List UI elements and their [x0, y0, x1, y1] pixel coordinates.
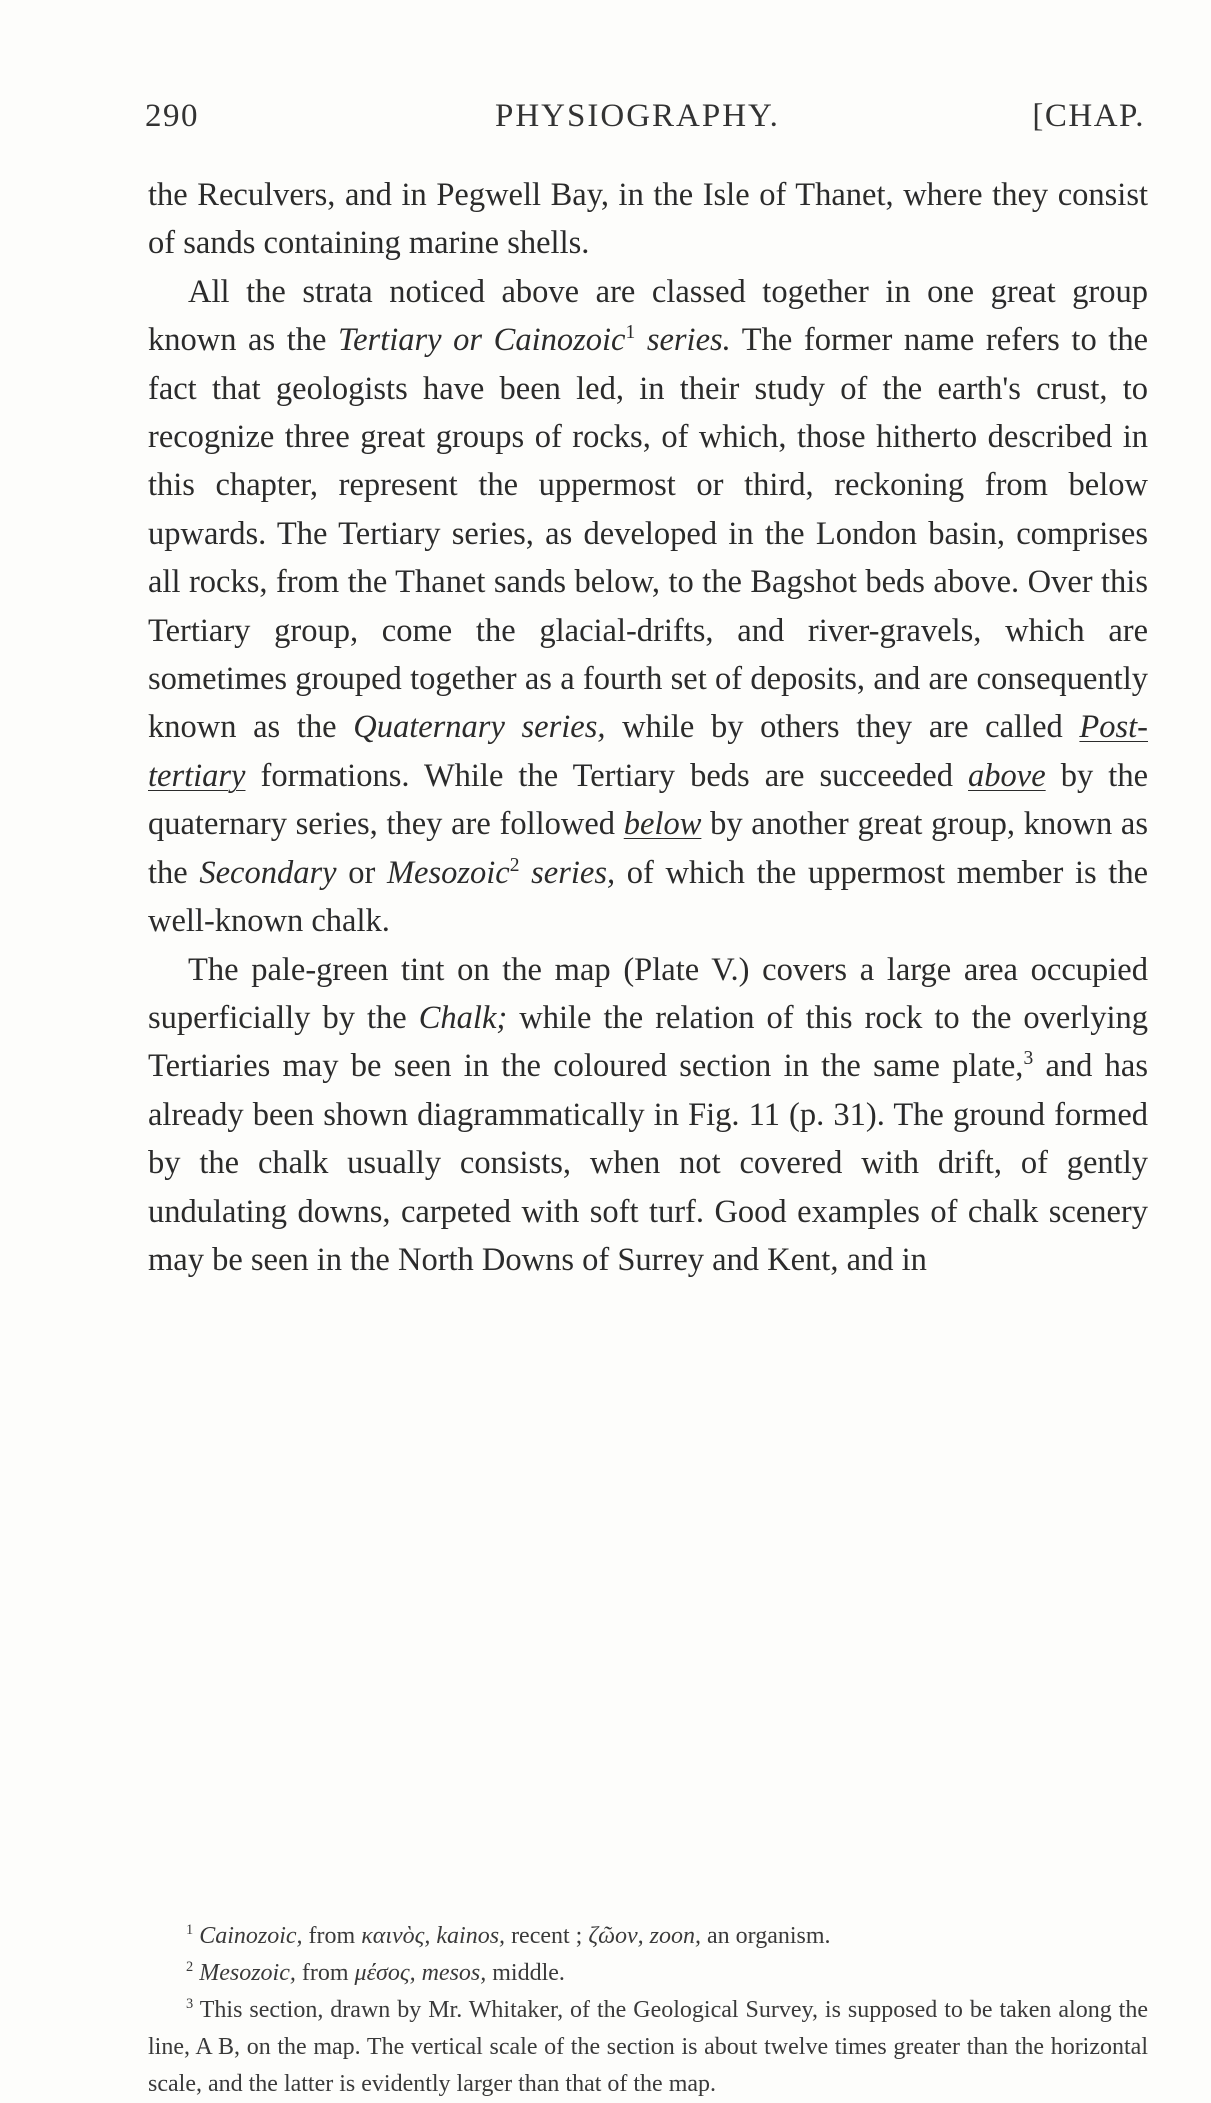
footnote-number: 2: [186, 1959, 194, 1975]
footnote-number: 3: [186, 1996, 194, 2012]
text-run: of which the uppermost member is the well-known chalk.: [148, 854, 1148, 940]
italic-term: Post-tertiary: [148, 709, 1149, 794]
running-title: PHYSIOGRAPHY.: [495, 98, 780, 134]
paragraph-2: [148, 268, 1148, 946]
greek-word: μέσος,: [354, 1960, 416, 1986]
text-run: while the relation of this rock to the overlying Tertiaries may be seen in the coloured section in the same plate,: [148, 999, 1148, 1085]
italic-term: series,: [531, 854, 616, 891]
text-run: or: [336, 854, 387, 891]
italic-term: Tertiary or Cainozoic: [338, 322, 626, 359]
footnote-number: 1: [186, 1922, 194, 1938]
italic-term: zoon,: [649, 1923, 702, 1949]
text-run: middle.: [486, 1960, 565, 1986]
footnote-1: [148, 1918, 1148, 1955]
text-run: The former name refers to the fact that geologists have been led, in their study of the earth's crust, to recognize three great groups of rocks, of which, those hitherto described in this chapter, represent the uppermost or third, reckoning from below upwards. The Tertiary series, as developed in the London basin, comprises all rocks, from the Thanet sands below, to the Bagshot beds above. Over this Tertiary group, come the glacial-drifts, and river-gravels, which are sometimes grouped together as a fourth set of deposits, and are consequently known as the: [148, 322, 1148, 746]
footnote-ref: 3: [1023, 1048, 1034, 1070]
italic-term: series.: [646, 322, 731, 359]
italic-term: Cainozoic,: [199, 1923, 303, 1949]
italic-term: Mesozoic: [386, 854, 510, 891]
italic-term: kainos,: [436, 1923, 506, 1949]
paragraph-1: [148, 171, 1148, 268]
text-run: formations. While the Tertiary beds are succeeded: [245, 757, 969, 794]
text-run: an organism.: [701, 1923, 831, 1949]
italic-term: Quaternary series,: [353, 709, 606, 746]
greek-word: ζῶον,: [588, 1923, 644, 1949]
text-run: recent ;: [505, 1923, 589, 1949]
paragraph-3: [148, 946, 1148, 1285]
footnote-ref: 2: [509, 854, 520, 876]
italic-term: Chalk;: [418, 999, 508, 1036]
text-run: [519, 855, 531, 891]
text-run: while by others they are called: [605, 709, 1080, 746]
footnote-3: [148, 1992, 1148, 2103]
text-run: by another great group, known as the: [148, 806, 1148, 891]
text-run: by the quaternary series, they are followed: [148, 757, 1148, 843]
text-run: from: [302, 1923, 362, 1949]
text-run: from: [295, 1960, 355, 1986]
text-run: The pale-green tint on the map (Plate V.) covers a large area occupied superficially by the: [148, 951, 1148, 1036]
page-header: [145, 98, 1145, 138]
italic-term: below: [623, 806, 702, 843]
footnote-ref: 1: [625, 322, 636, 344]
text-run: the Reculvers, and in Pegwell Bay, in the Isle of Thanet, where they consist of sands containing marine shells.: [148, 177, 1148, 262]
text-run: This section, drawn by Mr. Whitaker, of the Geological Survey, is supposed to be taken along the line, A B, on the map. The vertical scale of the section is about twelve times greater than the horizontal scale, and the latter is evidently larger than that of the map.: [148, 1997, 1148, 2097]
italic-term: mesos,: [421, 1960, 487, 1986]
text-run: and has already been shown diagrammatically in Fig. 11 (p. 31). The ground formed by the chalk usually consists, when not covered with drift, of gently undulating downs, carpeted with soft turf. Good examples of chalk scenery may be seen in the North Downs of Surrey and Kent, and in: [148, 1048, 1148, 1278]
italic-term: above: [968, 757, 1046, 794]
page-number: 290: [145, 98, 199, 134]
footnotes: [148, 1918, 1148, 2103]
text-run: [635, 322, 647, 358]
italic-term: Mesozoic,: [199, 1960, 296, 1986]
italic-term: Secondary: [199, 854, 337, 891]
greek-word: καινὸς,: [361, 1923, 431, 1949]
body-text: [148, 171, 1148, 1284]
text-run: All the strata noticed above are classed together in one great group known as the: [148, 273, 1148, 359]
chapter-label: [CHAP.: [1032, 98, 1145, 134]
